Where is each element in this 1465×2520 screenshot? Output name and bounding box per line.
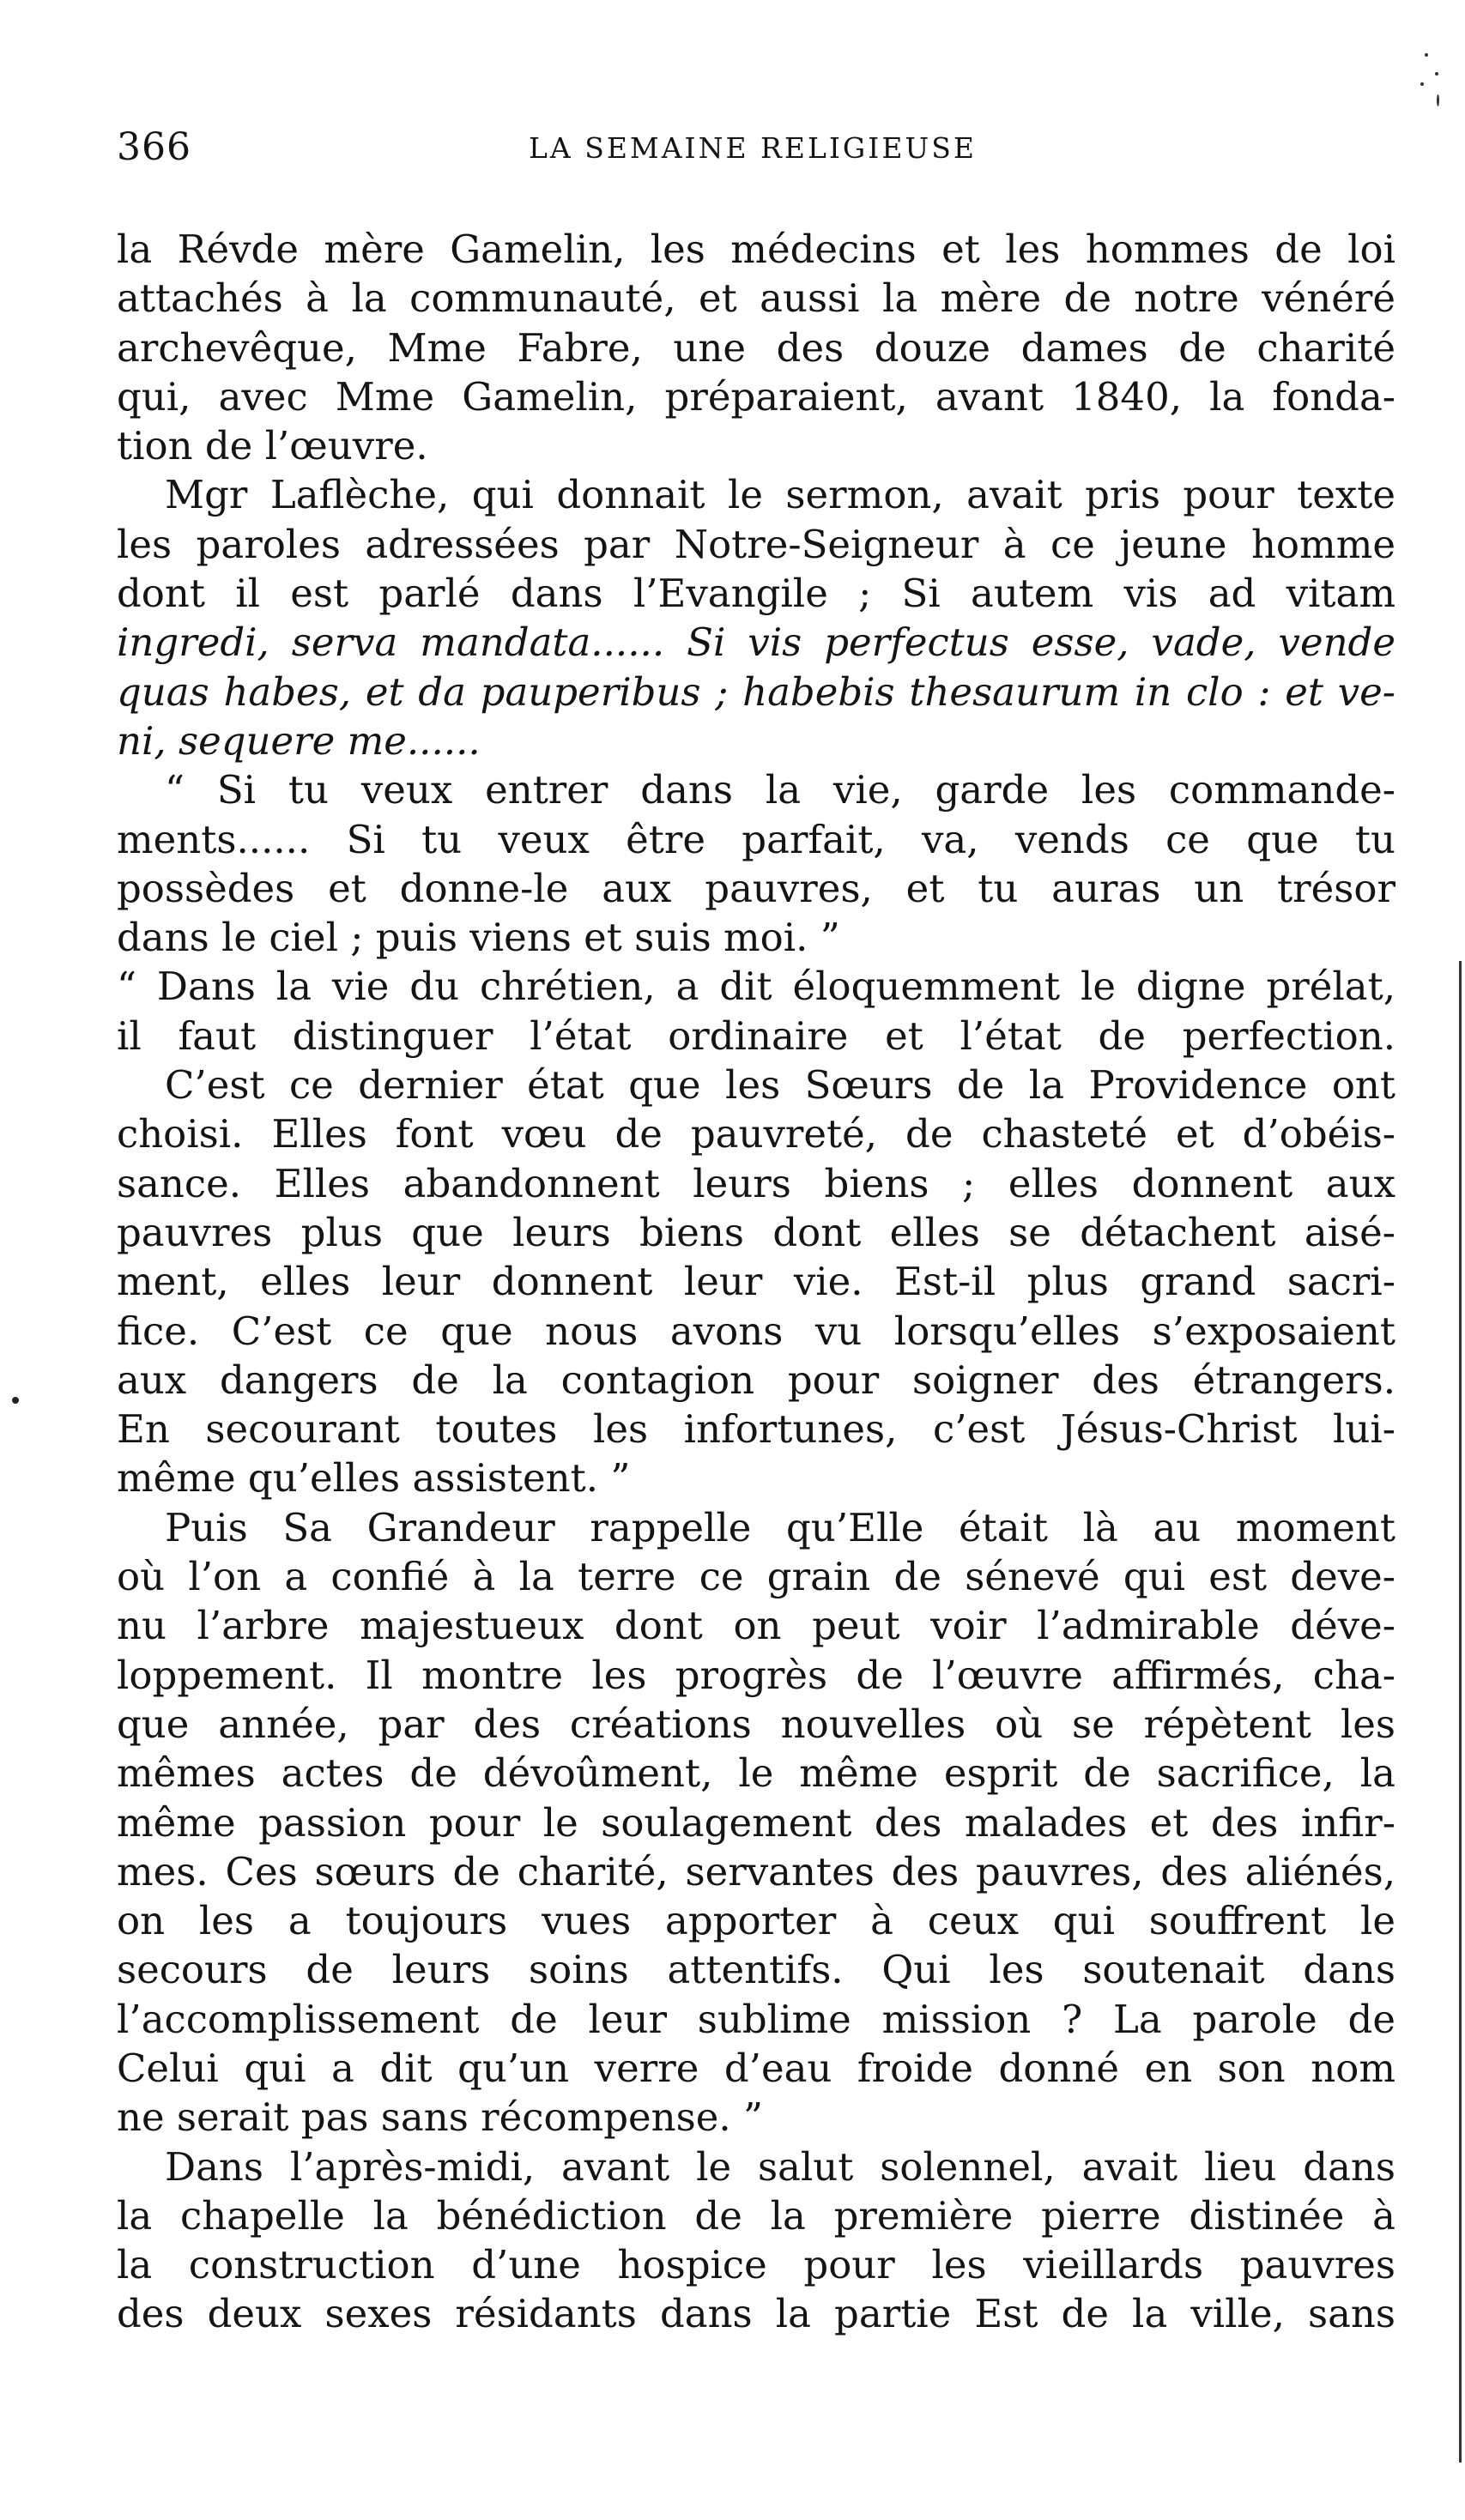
text-line: sance. Elles abandonnent leurs biens ; elles donnent aux — [117, 1160, 1395, 1206]
text-line: secours de leurs soins attentifs. Qui les soutenait dans — [117, 1947, 1395, 1993]
text-line: des deux sexes résidants dans la partie Est de la ville, sans — [117, 2291, 1395, 2337]
page-edge-line — [1459, 961, 1462, 2463]
running-head — [117, 122, 1395, 173]
text-line: nu l’arbre majestueux dont on peut voir l’admirable déve- — [117, 1603, 1395, 1649]
text-line: mes. Ces sœurs de charité, servantes des pauvres, des aliénés, — [117, 1848, 1395, 1895]
text-line: En secourant toutes les infortunes, c’est Jésus-Christ lui- — [117, 1406, 1395, 1453]
text-line: ne serait pas sans récompense. ” — [117, 2094, 763, 2141]
text-line: “ Si tu veux entrer dans la vie, garde les commande- — [165, 767, 1395, 813]
scan-speck — [1420, 82, 1424, 86]
page-number: 366 — [117, 125, 191, 169]
text-line: il faut distinguer l’état ordinaire et l’état de perfection. — [117, 1012, 1395, 1059]
text-line: la Révde mère Gamelin, les médecins et les hommes de loi — [117, 227, 1395, 272]
text-line: qui, avec Mme Gamelin, préparaient, avant 1840, la fonda- — [117, 373, 1395, 420]
text-line: l’accomplissement de leur sublime mission ? La parole de — [117, 1996, 1395, 2042]
text-line: Mgr Laflèche, qui donnait le sermon, avait pris pour texte — [165, 472, 1395, 518]
running-title: LA SEMAINE RELIGIEUSE — [529, 131, 977, 165]
text-line: mêmes actes de dévoûment, le même esprit de sacrifice, la — [117, 1750, 1395, 1797]
text-line: les paroles adressées par Notre-Seigneur à ce jeune homme — [117, 521, 1395, 567]
text-line: archevêque, Mme Fabre, une des douze dames de charité — [117, 324, 1395, 371]
text-line: Celui qui a dit qu’un verre d’eau froide donné en son nom — [117, 2045, 1395, 2091]
text-line: même passion pour le soulagement des malades et des infir- — [117, 1799, 1395, 1846]
text-line: possèdes et donne-le aux pauvres, et tu auras un trésor — [117, 865, 1395, 911]
text-line: loppement. Il montre les progrès de l’œuvre affirmés, cha- — [117, 1652, 1395, 1698]
text-line: la chapelle la bénédiction de la première pierre distinée à — [117, 2192, 1395, 2239]
text-line: dans le ciel ; puis viens et suis moi. ” — [117, 915, 840, 961]
text-line: dont il est parlé dans l’Evangile ; Si autem vis ad vitam — [117, 571, 1395, 617]
body-text — [117, 225, 1395, 2339]
text-line: que année, par des créations nouvelles où se répètent les — [117, 1701, 1395, 1747]
text-line: choisi. Elles font vœu de pauvreté, de chasteté et d’obéis- — [117, 1111, 1395, 1157]
text-line: “ Dans la vie du chrétien, a dit éloquemment le digne prélat, — [117, 964, 1395, 1010]
text-line: la construction d’une hospice pour les vieillards pauvres — [117, 2242, 1395, 2288]
text-line: pauvres plus que leurs biens dont elles se détachent aisé- — [117, 1209, 1395, 1255]
scan-speck — [1425, 53, 1428, 57]
scan-speck — [1435, 72, 1438, 76]
scan-speck — [1437, 94, 1439, 106]
text-line: ment, elles leur donnent leur vie. Est-il plus grand sacri- — [117, 1259, 1395, 1305]
text-line: ni, sequere me...... — [117, 717, 481, 764]
text-line: aux dangers de la contagion pour soigner des étrangers. — [117, 1357, 1395, 1403]
text-line: où l’on a confié à la terre ce grain de sénevé qui est deve- — [117, 1554, 1395, 1600]
text-line: quas habes, et da pauperibus ; habebis thesaurum in clo : et ve- — [117, 668, 1395, 715]
margin-speck — [12, 1397, 19, 1404]
text-line: Dans l’après-midi, avant le salut solennel, avait lieu dans — [165, 2143, 1395, 2190]
text-line: ingredi, serva mandata...... Si vis perfectus esse, vade, vende — [117, 619, 1395, 666]
text-line: attachés à la communauté, et aussi la mère de notre vénéré — [117, 275, 1395, 322]
text-line: on les a toujours vues apporter à ceux qui souffrent le — [117, 1898, 1395, 1944]
text-line: ments...... Si tu veux être parfait, va, vends ce que tu — [117, 816, 1395, 862]
text-line: C’est ce dernier état que les Sœurs de la Providence ont — [165, 1062, 1395, 1109]
text-line: même qu’elles assistent. ” — [117, 1455, 631, 1502]
text-line: Puis Sa Grandeur rappelle qu’Elle était là au moment — [165, 1504, 1395, 1550]
text-line: tion de l’œuvre. — [117, 423, 428, 469]
text-line: fice. C’est ce que nous avons vu lorsqu’elles s’exposaient — [117, 1308, 1395, 1354]
